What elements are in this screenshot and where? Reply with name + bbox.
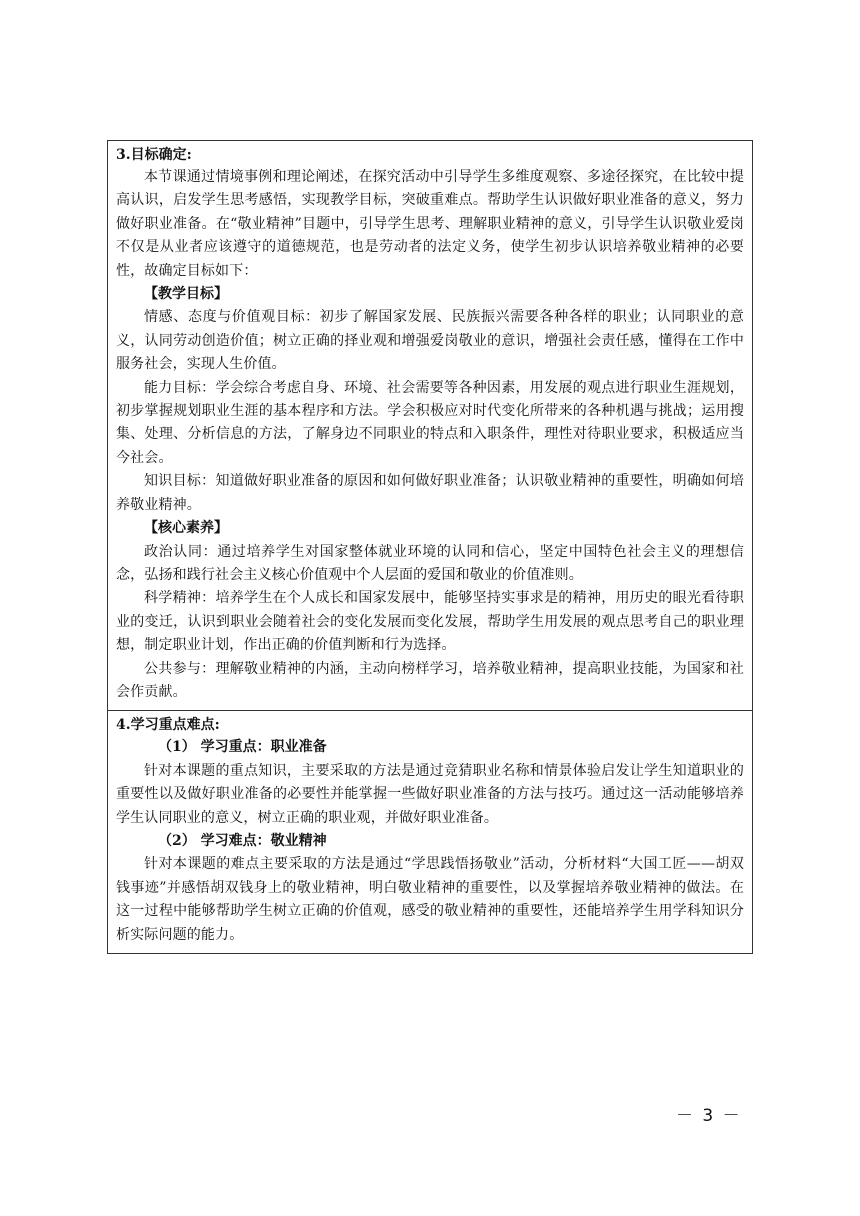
- content-table: [107, 140, 753, 954]
- key-points-section: [108, 710, 752, 953]
- public-participation-paragraph: 公共参与：理解敬业精神的内涵，主动向榜样学习，培养敬业精神，提高职业技能，为国家和社会作贡献。: [116, 660, 744, 700]
- section-title-key-points: 4.学习重点难点:: [116, 717, 220, 734]
- scientific-spirit-paragraph: 科学精神：培养学生在个人成长和国家发展中，能够坚持实事求是的精神，用历史的眼光看待职业的变迁，认识到职业会随着社会的变化发展而变化发展，帮助学生用发展的观点思考自己的职业理想，制定职业计划，作出正确的价值判断和行为选择。: [116, 590, 744, 654]
- goals-intro-paragraph: 本节课通过情境事例和理论阐述，在探究活动中引导学生多维度观察、多途径探究，在比较中提高认识，启发学生思考感悟，实现教学目标，突破重难点。帮助学生认识做好职业准备的意义，努力做好职业准备。在“敬业精神”目题中，引导学生思考、理解职业精神的意义，引导学生认识敬业爱岗不仅是从业者应该遵守的道德规范，也是劳动者的法定义务，使学生初步认识培养敬业精神的必要性，故确定目标如下：: [116, 169, 744, 279]
- emotion-goal-paragraph: 情感、态度与价值观目标：初步了解国家发展、民族振兴需要各种各样的职业；认同职业的意义，认同劳动创造价值；树立正确的择业观和增强爱岗敬业的意识，增强社会责任感，懂得在工作中服务社会，实现人生价值。: [116, 309, 744, 373]
- section-title-goals: 3.目标确定:: [116, 147, 192, 163]
- difficulty-paragraph: 针对本课题的难点主要采取的方法是通过“学思践悟扬敬业”活动，分析材料“大国工匠——胡双钱事迹”并感悟胡双钱身上的敬业精神，明白敬业精神的重要性，以及掌握培养敬业精神的做法。在这一过程中能够帮助学生树立正确的价值观，感受的敬业精神的重要性，还能培养学生用学科知识分析实际问题的能力。: [116, 856, 744, 943]
- page-number: － 3 －: [676, 1106, 742, 1126]
- difficulty-heading: （2） 学习难点：敬业精神: [158, 832, 327, 849]
- political-identity-paragraph: 政治认同：通过培养学生对国家整体就业环境的认同和信心，坚定中国特色社会主义的理想信念，弘扬和践行社会主义核心价值观中个人层面的爱国和敬业的价值准则。: [116, 543, 744, 583]
- teaching-goals-heading: 【教学目标】: [144, 286, 228, 303]
- focus-paragraph: 针对本课题的重点知识，主要采取的方法是通过竞猜职业名称和情景体验启发让学生知道职业的重要性以及做好职业准备的必要性并能掌握一些做好职业准备的方法与技巧。通过这一活动能够培养学生认同职业的意义，树立正确的职业观，并做好职业准备。: [116, 762, 744, 826]
- ability-goal-paragraph: 能力目标：学会综合考虑自身、环境、社会需要等各种因素，用发展的观点进行职业生涯规划，初步掌握规划职业生涯的基本程序和方法。学会积极应对时代变化所带来的各种机遇与挑战；运用搜集、处理、分析信息的方法，了解身边不同职业的特点和入职条件，理性对待职业要求，积极适应当今社会。: [116, 379, 744, 466]
- knowledge-goal-paragraph: 知识目标：知道做好职业准备的原因和如何做好职业准备；认识敬业精神的重要性，明确如何培养敬业精神。: [116, 473, 744, 513]
- core-literacy-heading: 【核心素养】: [144, 520, 228, 537]
- focus-heading: （1） 学习重点：职业准备: [158, 739, 327, 756]
- goals-section: [108, 141, 752, 710]
